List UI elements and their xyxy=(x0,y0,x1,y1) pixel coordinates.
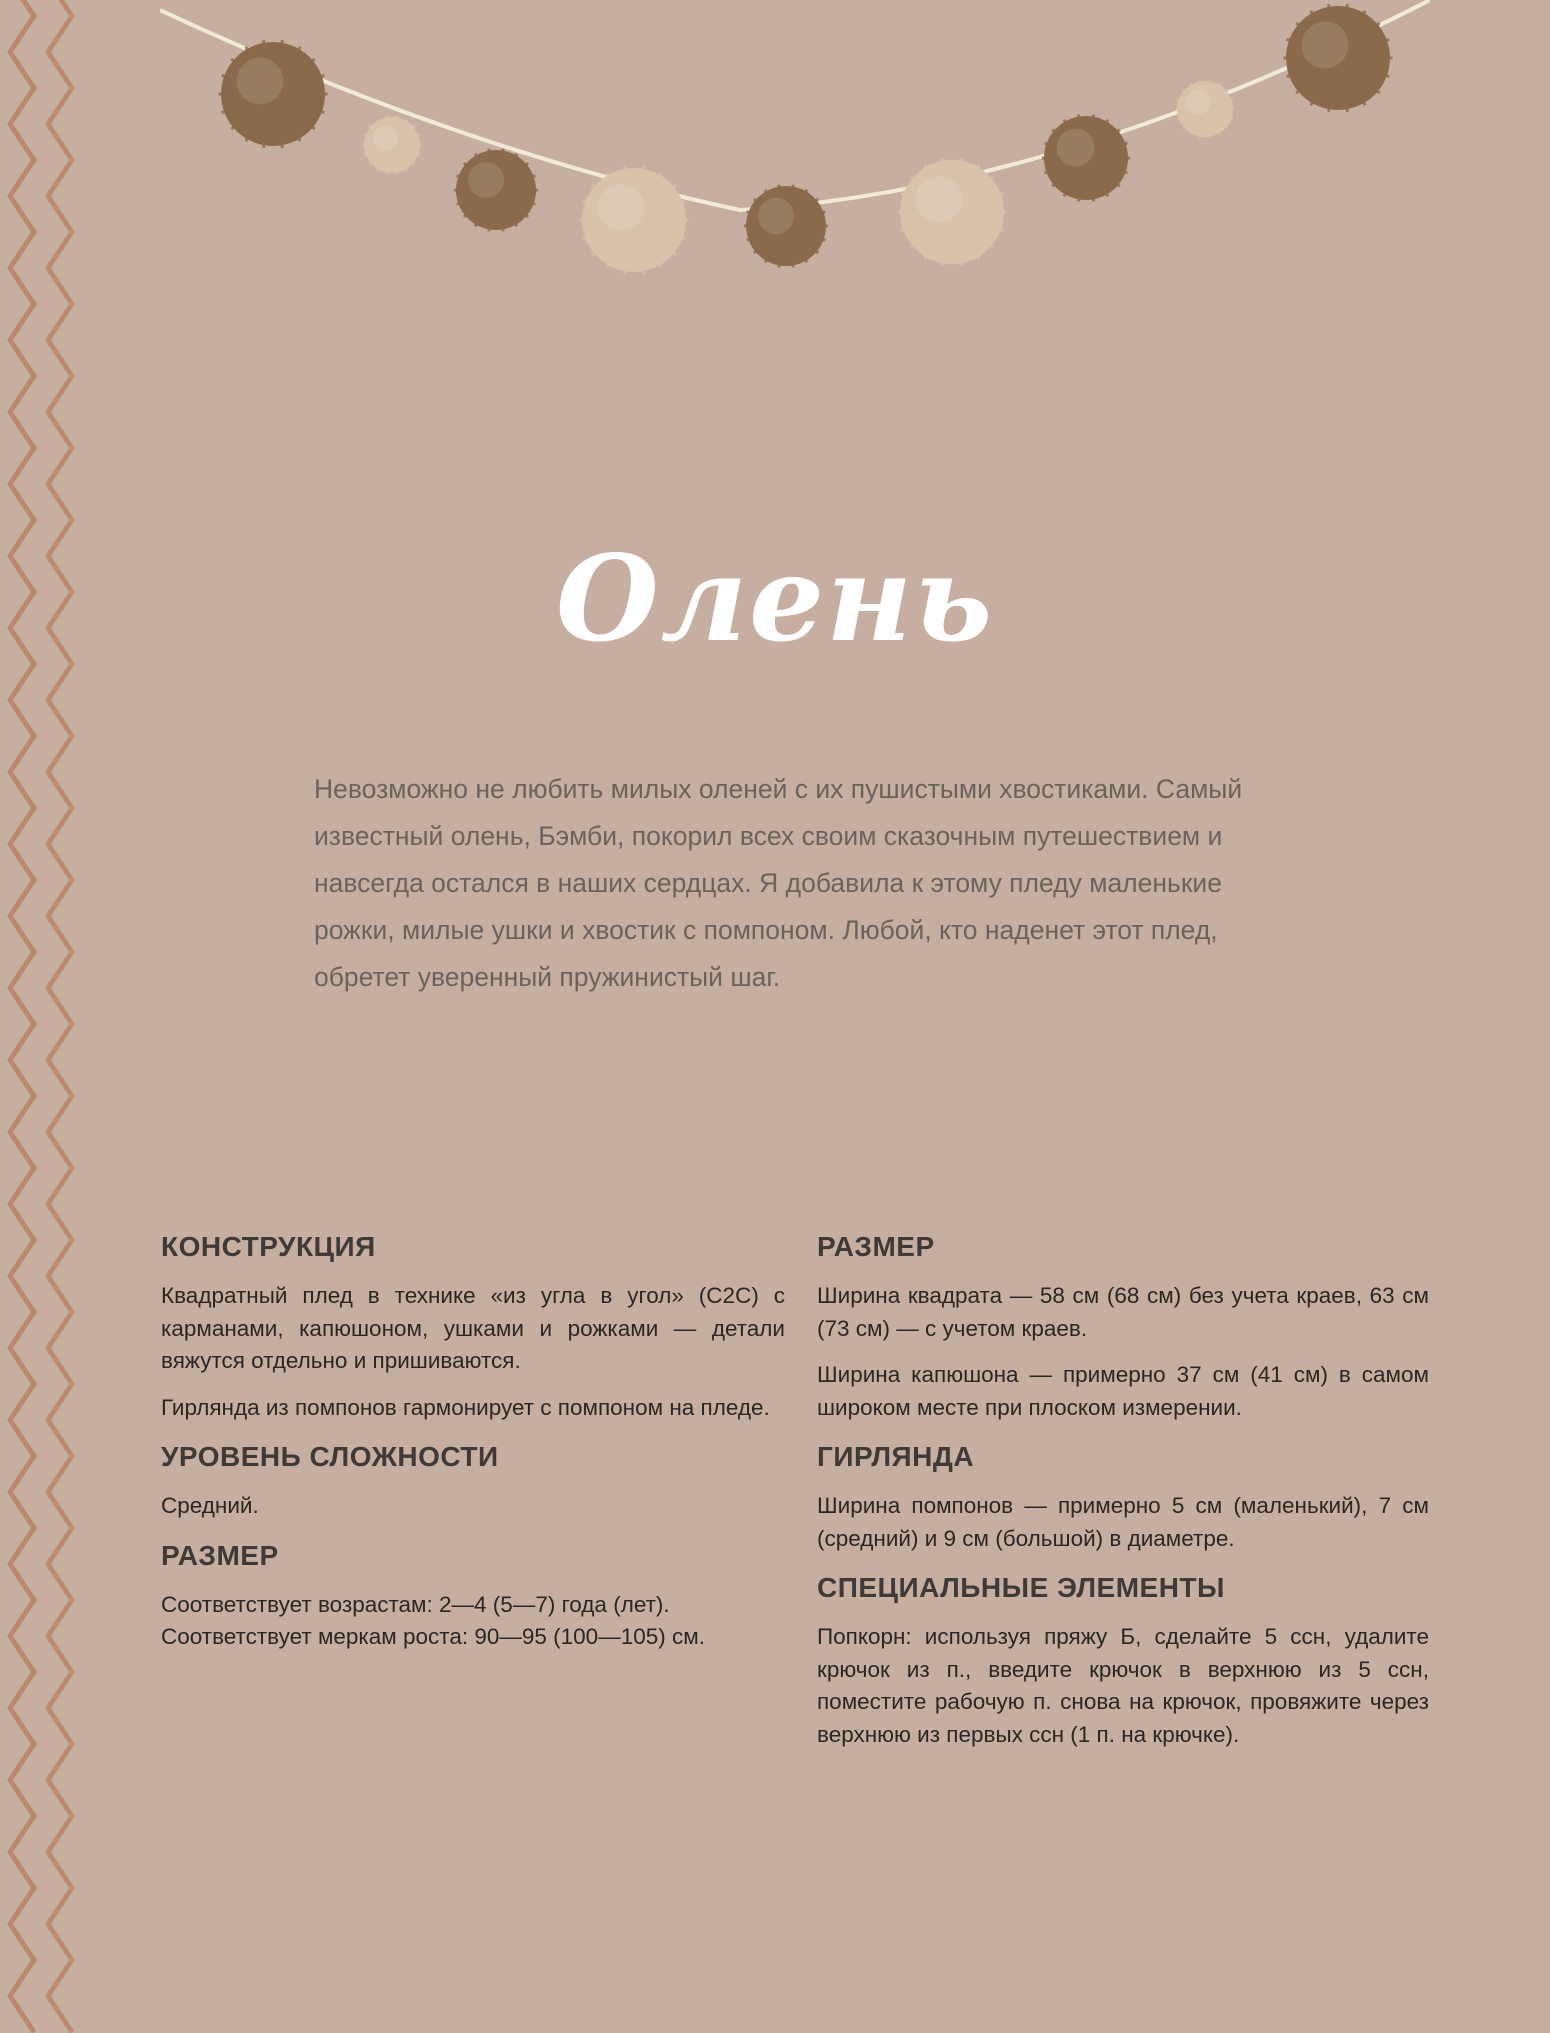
zigzag-border-icon xyxy=(0,0,95,2033)
pompom xyxy=(1042,115,1130,202)
page-title: Олень xyxy=(555,529,995,668)
pompom xyxy=(454,149,538,232)
pompom xyxy=(1283,4,1392,112)
garland-heading: ГИРЛЯНДА xyxy=(817,1441,975,1472)
size-heading-right: РАЗМЕР xyxy=(817,1231,935,1262)
zigzag-line xyxy=(48,0,72,2032)
left-column xyxy=(161,1228,785,1668)
size-height-text: Соответствует меркам роста: 90—95 (100—105) см. xyxy=(161,1624,705,1649)
construction-heading: КОНСТРУКЦИЯ xyxy=(161,1231,376,1262)
zigzag-line xyxy=(10,0,34,2032)
garland-text: Ширина помпонов — примерно 5 см (маленький), 7 см (средний) и 9 см (большой) в диаметре. xyxy=(817,1493,1429,1551)
pompom-garland-icon xyxy=(160,0,1430,300)
intro-paragraph: Невозможно не любить милых оленей с их пушистыми хвостиками. Самый известный олень, Бэмби, покорил всех своим сказочным путешествием и навсегда остался в наших сердцах. Я добавила к этому пледу маленькие рожки, милые ушки и хвостик с помпоном. Любой, кто наденет этот плед, обретет уверенный пружинистый шаг. xyxy=(314,774,1243,992)
pompom xyxy=(218,40,327,148)
size-hood-text: Ширина капюшона — примерно 37 см (41 см) в самом широком месте при плоском измерении. xyxy=(817,1362,1429,1420)
pompom xyxy=(1176,80,1235,138)
pompom xyxy=(579,166,688,274)
garland-cord xyxy=(160,0,1430,210)
construction-text-2: Гирлянда из помпонов гармонирует с помпоном на пледе. xyxy=(161,1394,770,1420)
size-width-text: Ширина квадрата — 58 см (68 см) без учета краев, 63 см (73 см) — с учетом краев. xyxy=(817,1283,1429,1341)
special-text: Попкорн: используя пряжу Б, сделайте 5 ссн, удалите крючок из п., введите крючок в верхнюю из 5 ссн, поместите рабочую п. снова на крючок, провяжите через верхнюю из первых ссн (1 п. на крючке). xyxy=(817,1624,1429,1747)
size-age-text: Соответствует возрастам: 2—4 (5—7) года (лет). xyxy=(161,1591,670,1617)
pompom xyxy=(897,158,1006,266)
difficulty-text: Средний. xyxy=(161,1493,259,1518)
size-heading-left: РАЗМЕР xyxy=(161,1539,279,1571)
right-column xyxy=(817,1228,1429,1765)
special-heading: СПЕЦИАЛЬНЫЕ ЭЛЕМЕНТЫ xyxy=(817,1572,1225,1603)
pompom xyxy=(744,185,828,268)
construction-text-1: Квадратный плед в технике «из угла в угол» (C2C) с карманами, капюшоном, ушками и рожками — детали вяжутся отдельно и пришиваются. xyxy=(161,1283,785,1373)
difficulty-heading: УРОВЕНЬ СЛОЖНОСТИ xyxy=(161,1441,499,1472)
pompom xyxy=(363,116,422,174)
